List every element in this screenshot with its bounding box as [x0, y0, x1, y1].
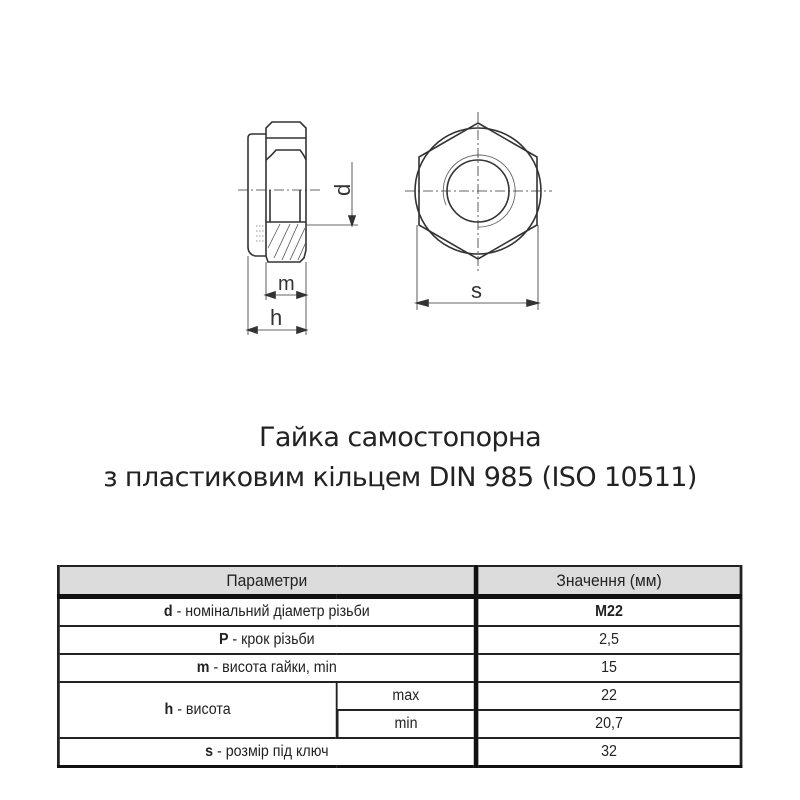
- table-row: [58, 738, 741, 767]
- dim-label-s: s: [471, 278, 482, 303]
- value-cell: 15: [476, 654, 741, 682]
- header-value: Значення (мм): [476, 566, 741, 597]
- table-header-row: [58, 566, 741, 597]
- header-param: Параметри: [58, 566, 476, 597]
- dim-label-h: h: [270, 305, 283, 330]
- param-desc: - крок різьби: [228, 631, 315, 648]
- value-cell: 32: [476, 738, 741, 767]
- param-symbol: d: [163, 603, 173, 620]
- table-row: [58, 682, 741, 710]
- title-line-2: з пластиковим кільцем DIN 985 (ISO 10511): [103, 462, 697, 493]
- dim-label-d: d: [330, 183, 355, 196]
- param-cell: [58, 682, 336, 738]
- param-cell: [58, 738, 476, 767]
- product-title: [0, 418, 800, 498]
- table-row: [58, 654, 741, 682]
- value-cell: 2,5: [476, 626, 741, 654]
- param-desc: - розмір під ключ: [213, 743, 329, 760]
- param-desc: - висота гайки, min: [209, 659, 337, 676]
- value-cell: 20,7: [476, 710, 741, 738]
- table-row: [58, 597, 741, 627]
- param-symbol: s: [205, 743, 214, 760]
- dim-label-m: m: [278, 273, 295, 295]
- table-row: [58, 626, 741, 654]
- technical-drawing: [0, 0, 800, 360]
- spec-table: [57, 565, 742, 768]
- sub-label-cell: max: [337, 682, 476, 710]
- value-cell: M22: [476, 597, 741, 627]
- param-desc: - номінальний діаметр різьби: [172, 603, 370, 620]
- param-desc: - висота: [173, 701, 231, 718]
- param-symbol: h: [164, 701, 174, 718]
- sub-label-cell: min: [337, 710, 476, 738]
- value-cell: 22: [476, 682, 741, 710]
- title-line-1: Гайка самостопорна: [258, 422, 542, 453]
- side-view-drawing: [238, 122, 358, 335]
- param-symbol: m: [196, 659, 210, 676]
- param-cell: [58, 654, 476, 682]
- param-cell: [58, 626, 476, 654]
- param-symbol: P: [218, 631, 229, 648]
- param-cell: [58, 597, 476, 627]
